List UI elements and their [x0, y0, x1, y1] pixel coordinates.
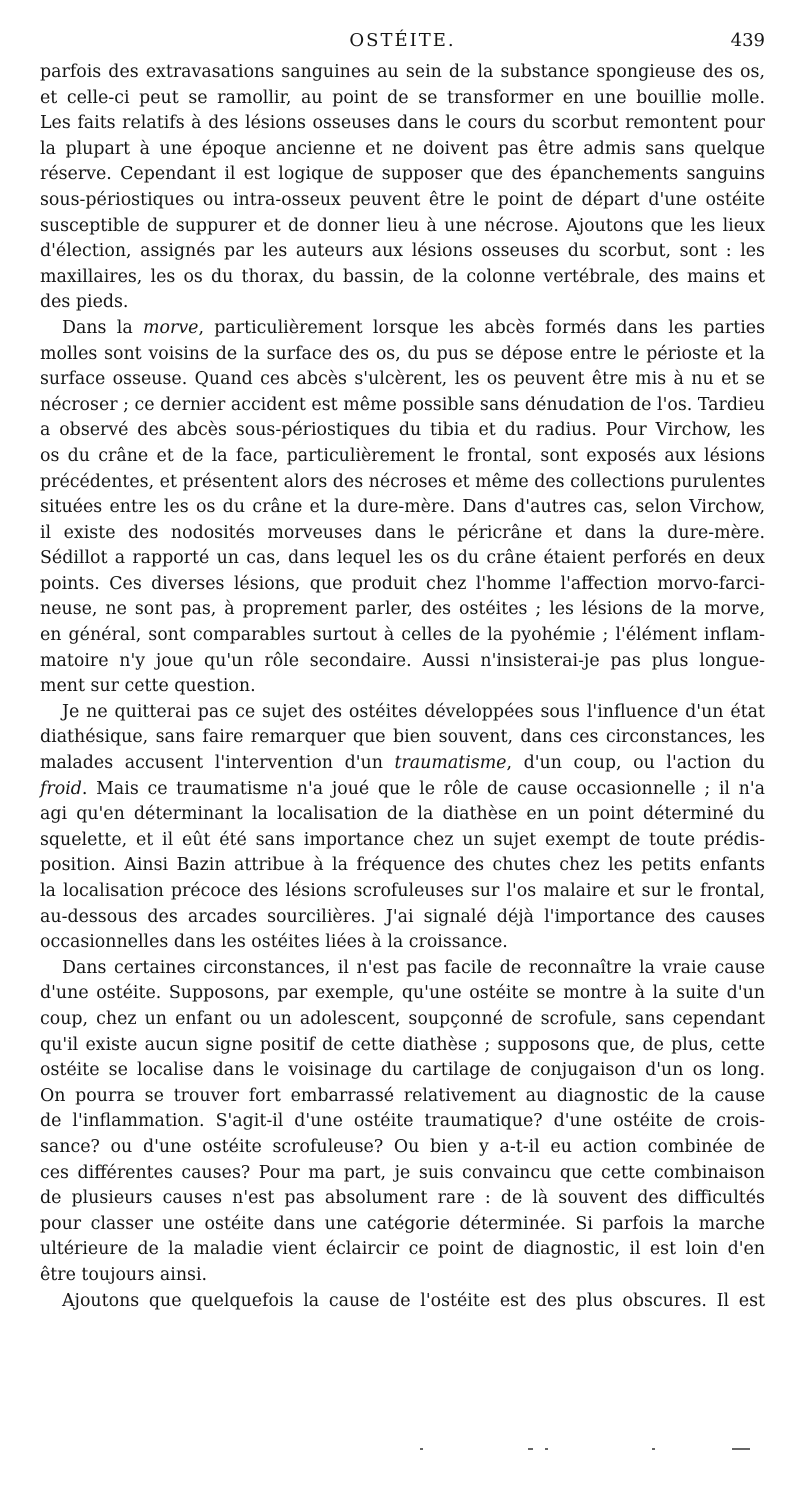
text-line [40, 265, 765, 291]
text-line [40, 1007, 765, 1033]
text-segment: sous-périostiques ou intra-osseux peuvent être le point de départ d'une ostéite [40, 189, 765, 210]
text-segment: malades accusent l'intervention d'un [40, 753, 395, 774]
text-segment: neuse, ne sont pas, à proprement parler, des ostéites ; les lésions de la morve, [40, 599, 765, 620]
text-line [40, 674, 765, 700]
text-line [40, 1289, 765, 1315]
paragraph [40, 1289, 765, 1315]
text-segment: points. Ces diverses lésions, que produit chez l'homme l'affection morvo-farci- [40, 573, 765, 594]
text-line [40, 60, 765, 86]
text-line [40, 802, 765, 828]
text-segment: matoire n'y joue qu'un rôle secondaire. Aussi n'insisterai-je pas plus longue- [40, 650, 765, 671]
text-line [40, 956, 765, 982]
text-segment: coup, chez un enfant ou un adolescent, soupçonné de scrofule, sans cependant [40, 1008, 765, 1029]
text-segment: parfois des extravasations sanguines au sein de la substance spongieuse des os, [40, 62, 765, 82]
text-line [40, 1263, 765, 1289]
text-line [40, 111, 765, 137]
text-line [40, 1058, 765, 1084]
text-line [40, 188, 765, 214]
italic-text: froid [40, 778, 82, 799]
text-segment: , d'un coup, ou l'action du [506, 753, 765, 774]
text-line [40, 1237, 765, 1263]
page-header [40, 28, 765, 54]
text-segment: diathésique, sans faire remarquer que bien souvent, dans ces circonstances, les [40, 727, 765, 748]
text-segment: d'une ostéite. Supposons, par exemple, qu'une ostéite se montre à la suite d'un [40, 983, 765, 1004]
text-line [40, 367, 765, 393]
text-line [40, 495, 765, 521]
text-line [40, 649, 765, 675]
text-line [40, 828, 765, 854]
text-line [40, 981, 765, 1007]
text-line [40, 1186, 765, 1212]
text-line [40, 905, 765, 931]
text-line [40, 444, 765, 470]
text-line [40, 725, 765, 751]
text-segment: . Mais ce traumatisme n'a joué que le rôle de cause occasionnelle ; il n'a [81, 778, 765, 799]
text-segment: ultérieure de la maladie vient éclaircir ce point de diagnostic, il est loin d'en [40, 1239, 765, 1260]
text-segment: au-dessous des arcades sourcilières. J'ai signalé déjà l'importance des causes [40, 906, 765, 927]
text-segment: squelette, et il eût été sans importance chez un sujet exempt de toute prédis- [40, 829, 765, 850]
running-title: OSTÉITE. [349, 30, 456, 51]
text-line [40, 521, 765, 547]
text-segment: la plupart à une époque ancienne et ne doivent pas être admis sans quelque [40, 138, 765, 159]
text-line [40, 751, 765, 777]
italic-text: traumatisme [394, 753, 507, 774]
text-segment: de l'inflammation. S'agit-il d'une ostéite traumatique? d'une ostéite de crois- [40, 1111, 765, 1132]
text-line [40, 137, 765, 163]
text-line [40, 777, 765, 803]
text-line [40, 930, 765, 956]
text-line [40, 316, 765, 342]
text-segment: qu'il existe aucun signe positif de cette diathèse ; supposons que, de plus, cette [40, 1034, 765, 1055]
page-number: 439 [730, 30, 765, 51]
text-segment: la localisation précoce des lésions scrofuleuses sur l'os malaire et sur le frontal, [40, 881, 765, 901]
text-segment: agi qu'en déterminant la localisation de la diathèse en un point déterminé du [40, 804, 765, 825]
text-segment: occasionnelles dans les ostéites liées à la croissance. [40, 932, 508, 953]
text-segment: , particulièrement lorsque les abcès formés dans les parties [198, 317, 765, 338]
text-line [40, 597, 765, 623]
text-line [40, 239, 765, 265]
text-segment: pour classer une ostéite dans une catégorie déterminée. Si parfois la marche [40, 1213, 765, 1234]
text-segment: Sédillot a rapporté un cas, dans lequel les os du crâne étaient perforés en deux [40, 548, 765, 569]
text-line [40, 546, 765, 572]
text-segment: position. Ainsi Bazin attribue à la fréquence des chutes chez les petits enfants [40, 855, 765, 876]
text-segment: sance? ou d'une ostéite scrofuleuse? Ou bien y a-t-il eu action combinée de [40, 1136, 765, 1157]
text-segment: et celle-ci peut se ramollir, au point de se transformer en une bouillie molle. [40, 87, 765, 108]
paragraph [40, 316, 765, 700]
text-segment: ces différentes causes? Pour ma part, je suis convaincu que cette combinaison [40, 1162, 765, 1183]
text-segment: susceptible de suppurer et de donner lieu à une nécrose. Ajoutons que les lieux [40, 215, 765, 236]
text-segment: surface osseuse. Quand ces abcès s'ulcèrent, les os peuvent être mis à nu et se [40, 369, 765, 390]
italic-text: morve [143, 317, 199, 338]
text-line [40, 342, 765, 368]
text-segment: Les faits relatifs à des lésions osseuses dans le cours du scorbut remontent pour [40, 113, 765, 134]
paragraph [40, 60, 765, 316]
text-segment: molles sont voisins de la surface des os, du pus se dépose entre le périoste et la [40, 343, 765, 364]
text-line [40, 1161, 765, 1187]
text-line [40, 853, 765, 879]
text-line [40, 1109, 765, 1135]
paragraph [40, 700, 765, 956]
text-line [40, 86, 765, 112]
text-line [40, 700, 765, 726]
text-line [40, 290, 765, 316]
text-line [40, 418, 765, 444]
text-segment: de plusieurs causes n'est pas absolument rare : de là souvent des difficultés [40, 1188, 765, 1209]
text-segment: Ajoutons que quelquefois la cause de l'ostéite est des plus obscures. Il est [62, 1290, 765, 1311]
text-line [40, 1212, 765, 1238]
text-segment: a observé des abcès sous-périostiques du tibia et du radius. Pour Virchow, les [40, 420, 765, 441]
text-line [40, 572, 765, 598]
text-segment: des pieds. [40, 292, 129, 313]
text-segment: d'élection, assignés par les auteurs aux lésions osseuses du scorbut, sont : les [40, 241, 765, 262]
text-segment: ment sur cette question. [40, 676, 256, 697]
text-line [40, 1084, 765, 1110]
text-segment: os du crâne et de la face, particulièrement le frontal, sont exposés aux lésions [40, 445, 765, 466]
text-segment: en général, sont comparables surtout à celles de la pyohémie ; l'élément inflam- [40, 625, 765, 646]
text-segment: On pourra se trouver fort embarrassé relativement au diagnostic de la cause [40, 1085, 765, 1106]
text-line [40, 393, 765, 419]
paragraph [40, 956, 765, 1289]
text-segment: Dans certaines circonstances, il n'est pas facile de reconnaître la vraie cause [62, 957, 765, 978]
text-line [40, 623, 765, 649]
text-segment: il existe des nodosités morveuses dans le péricrâne et dans la dure-mère. [40, 522, 765, 543]
scan-specks [420, 1445, 760, 1453]
text-segment: précédentes, et présentent alors des nécroses et même des collections purulentes [40, 471, 766, 492]
text-segment: Dans la [62, 317, 144, 338]
text-segment: ostéite se localise dans le voisinage du cartilage de conjugaison d'un os long. [40, 1060, 765, 1081]
text-segment: maxillaires, les os du thorax, du bassin, de la colonne vertébrale, des mains et [40, 266, 765, 287]
text-line [40, 1135, 765, 1161]
text-line [40, 879, 765, 905]
text-segment: réserve. Cependant il est logique de supposer que des épanchements sanguins [40, 164, 765, 185]
text-segment: Je ne quitterai pas ce sujet des ostéites développées sous l'influence d'un état [62, 701, 765, 722]
text-line [40, 1033, 765, 1059]
text-line [40, 214, 765, 240]
text-line [40, 470, 765, 496]
text-segment: situées entre les os du crâne et la dure-mère. Dans d'autres cas, selon Virchow, [40, 497, 765, 518]
text-segment: nécroser ; ce dernier accident est même possible sans dénudation de l'os. Tardieu [40, 394, 765, 415]
text-line [40, 162, 765, 188]
text-segment: être toujours ainsi. [40, 1264, 208, 1285]
body-text [40, 60, 765, 1314]
